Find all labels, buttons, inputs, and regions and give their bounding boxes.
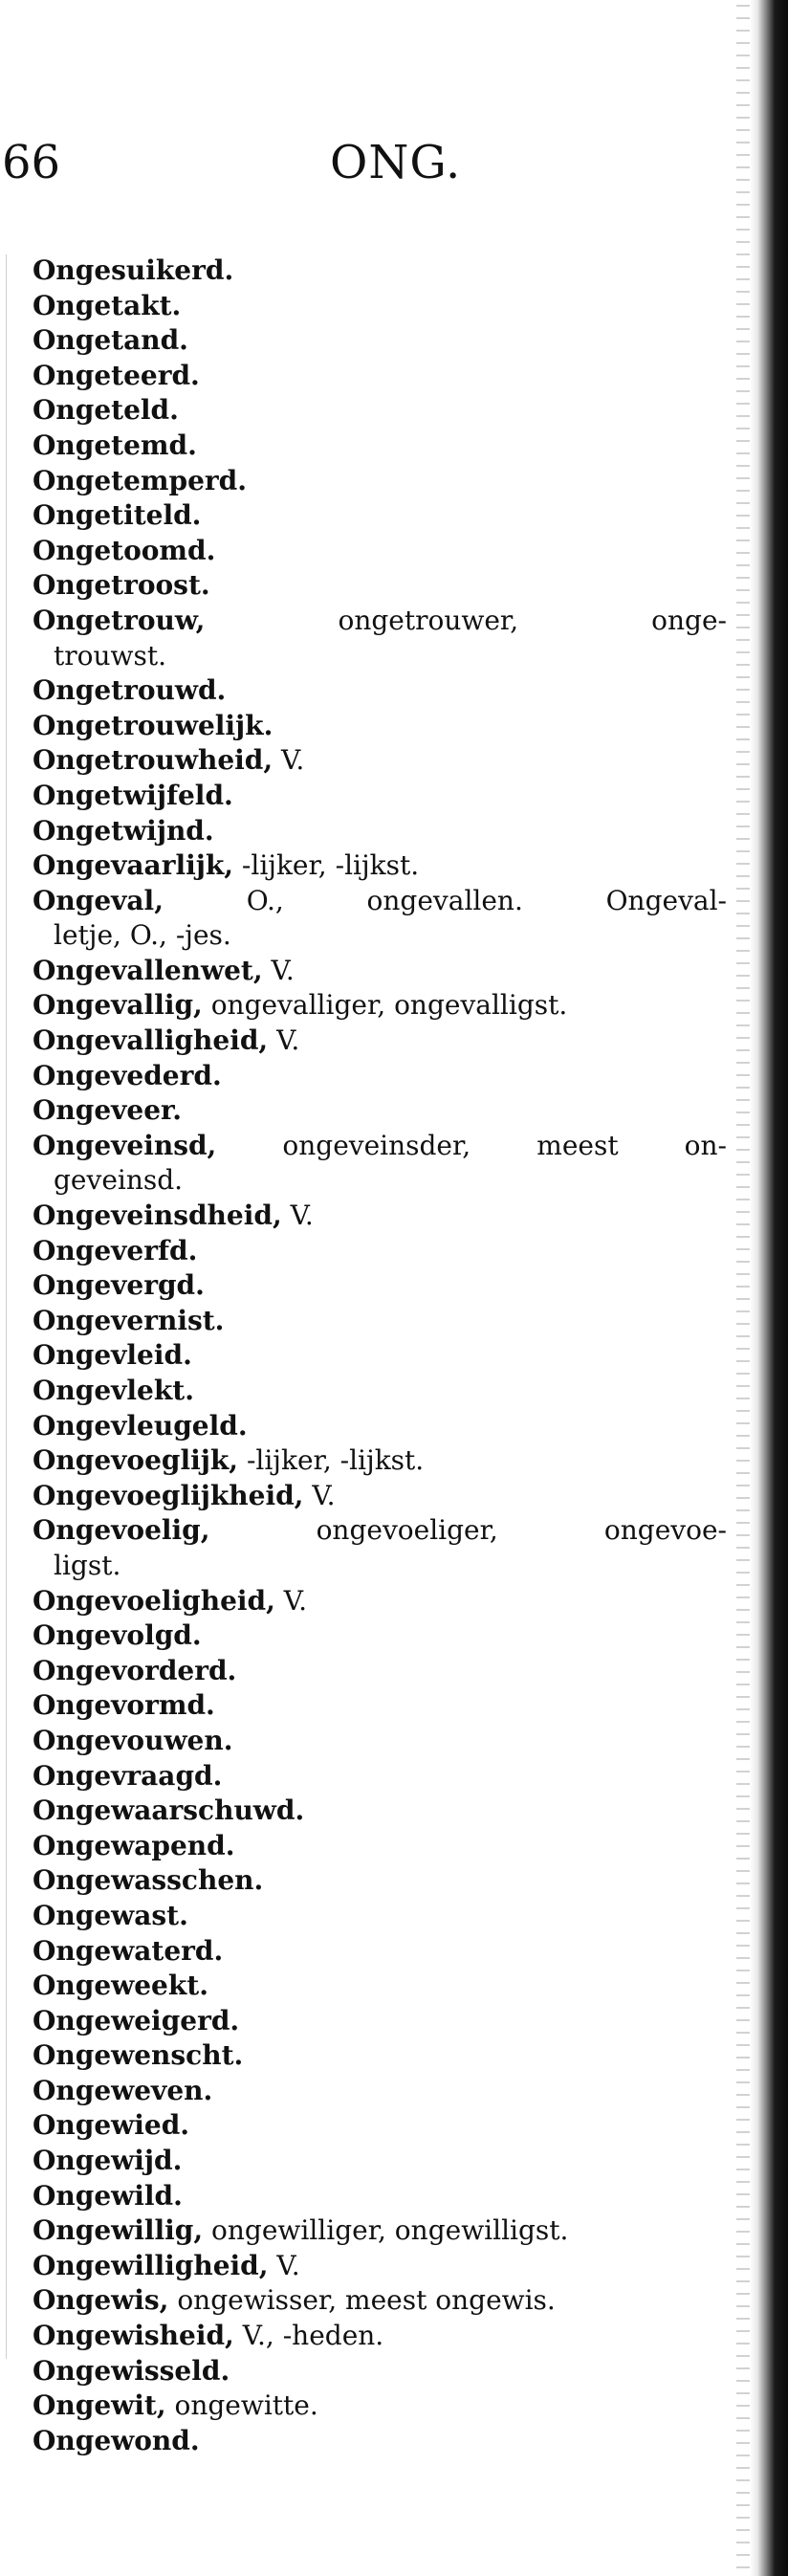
entry-headword: Ongevraagd. (33, 1759, 223, 1792)
dictionary-entry (33, 498, 727, 534)
entry-headword: Ongeverfd. (33, 1234, 198, 1266)
dictionary-entry (33, 1199, 727, 1234)
dictionary-entry (33, 1759, 727, 1794)
dictionary-entry (33, 1059, 727, 1094)
dictionary-entry (33, 1129, 727, 1199)
dictionary-entry (33, 1304, 727, 1339)
entry-line (33, 2039, 243, 2071)
entry-line (33, 780, 233, 811)
entry-line (33, 1970, 208, 2001)
entry-line (33, 710, 273, 741)
entry-inflection: V. (290, 1200, 314, 1232)
entry-line (33, 254, 233, 286)
running-head: ONG. (330, 136, 462, 189)
entry-line (33, 1655, 236, 1686)
entry-line (33, 1689, 215, 1721)
entry-headword: Ongewisseld. (33, 2354, 230, 2387)
dictionary-entry (33, 289, 727, 324)
entry-line (33, 2005, 239, 2037)
entry-headword: Ongewijd. (33, 2145, 183, 2177)
entry-line (33, 324, 188, 356)
entry-headword: Ongetand. (33, 324, 188, 357)
entry-inflection: V. (281, 744, 305, 777)
entry-headword: Ongewied. (33, 2109, 190, 2142)
entry-headword: Ongevederd. (33, 1059, 222, 1091)
entry-headword: Ongewild. (33, 2179, 183, 2212)
entry-line (33, 1410, 248, 1442)
dictionary-entry (33, 709, 727, 744)
dictionary-entry (33, 1374, 727, 1409)
dictionary-entry (33, 1268, 727, 1304)
dictionary-entry (33, 1829, 727, 1864)
entry-headword: Ongeteerd. (33, 359, 200, 391)
entry-line (33, 499, 201, 531)
dictionary-entry (33, 253, 727, 289)
entry-line (33, 955, 295, 986)
entry-headword: Ongevaarlijk, (33, 849, 233, 882)
entry-line (33, 1060, 222, 1091)
entry-inflection: ongewitte. (174, 2389, 318, 2422)
entry-headword: Ongetrouwelijk. (33, 709, 274, 741)
entry-line (33, 1864, 263, 1896)
dictionary-entry (33, 1794, 727, 1829)
dictionary-entry (33, 1934, 727, 1970)
entry-headword: Ongetoomd. (33, 534, 216, 566)
entry-line (33, 1235, 197, 1266)
entry-headword: Ongetwijnd. (33, 814, 214, 847)
entry-headword: Ongevernist. (33, 1304, 225, 1336)
entry-line (33, 989, 567, 1021)
entry-headword: Ongevlekt. (33, 1375, 194, 1406)
dictionary-entry (33, 673, 727, 709)
entry-line (33, 1900, 188, 1931)
entry-headword: Ongevleid. (33, 1339, 192, 1372)
entry-headword: Ongetwijfeld. (33, 779, 233, 811)
dictionary-entry (33, 1443, 727, 1479)
entry-line (33, 884, 727, 919)
entry-line (33, 1935, 223, 1967)
dictionary-entry (33, 2213, 727, 2249)
dictionary-entry (33, 464, 727, 499)
entry-line (33, 465, 247, 496)
entry-line (33, 535, 215, 566)
entry-headword: Ongevallig, (33, 989, 203, 1022)
dictionary-entry (33, 954, 727, 989)
entry-continuation: trouwst. (54, 639, 167, 672)
dictionary-entry (33, 1584, 727, 1619)
dictionary-entry (33, 2004, 727, 2039)
entry-inflection: -lijker, -lijkst. (246, 1444, 425, 1477)
entry-line (33, 2284, 556, 2316)
entry-continuation: letje, O., -jes. (54, 919, 231, 952)
entry-line (33, 429, 197, 461)
dictionary-entry (33, 2283, 727, 2319)
entry-line (33, 1129, 727, 1164)
dictionary-entry (33, 2144, 727, 2179)
entry-headword: Ongewisheid, (33, 2320, 234, 2352)
entry-line (33, 394, 179, 426)
entry-headword: Ongewilligheid, (33, 2249, 269, 2281)
entry-headword: Ongevleugeld. (33, 1409, 248, 1442)
entry-line (33, 1794, 304, 1826)
entry-line (33, 1375, 194, 1406)
entry-headword: Ongevalligheid, (33, 1024, 269, 1057)
entry-headword: Ongetrouwheid, (33, 744, 274, 777)
entry-continuation: geveinsd. (54, 1164, 184, 1197)
entry-line (33, 2214, 568, 2246)
entry-headword: Ongevorderd. (33, 1654, 237, 1686)
dictionary-entry (33, 1618, 727, 1654)
dictionary-entry (33, 2074, 727, 2109)
entry-headword: Ongevolgd. (33, 1619, 202, 1652)
entry-headword: Ongeveinsd, (33, 1129, 217, 1161)
entry-line (33, 290, 181, 321)
entry-line (33, 1444, 424, 1476)
dictionary-entry (33, 848, 727, 884)
entry-headword: Ongewit, (33, 2389, 166, 2422)
entry-line (33, 2355, 230, 2387)
entry-headword: Ongevoeligheid, (33, 1584, 275, 1617)
dictionary-entry (33, 568, 727, 604)
entry-line (33, 604, 727, 639)
entry-line (33, 2180, 183, 2212)
entry-line (33, 815, 214, 847)
entry-headword: Ongewond. (33, 2424, 200, 2456)
dictionary-entry (33, 2179, 727, 2214)
entry-headword: Ongevoeglijk, (33, 1444, 239, 1477)
entry-headword: Ongevormd. (33, 1689, 215, 1722)
entry-headword: Ongewast. (33, 1899, 188, 1931)
dictionary-entry (33, 2424, 727, 2459)
entry-inflection: ongevoeliger, ongevoe- (316, 1514, 727, 1547)
dictionary-entry (33, 2354, 727, 2389)
dictionary-entry (33, 2038, 727, 2074)
dictionary-entry (33, 429, 727, 464)
entry-headword: Ongeval, (33, 884, 164, 916)
entry-headword: Ongetemperd. (33, 464, 247, 496)
entry-line (33, 744, 304, 776)
dictionary-entry (33, 2389, 727, 2424)
entry-headword: Ongewasschen. (33, 1864, 264, 1897)
entry-headword: Ongeweekt. (33, 1970, 208, 2002)
entry-inflection: -lijker, -lijkst. (241, 849, 420, 882)
entry-list (33, 253, 727, 2458)
dictionary-entry (33, 359, 727, 394)
dictionary-entry (33, 1093, 727, 1129)
dictionary-entry (33, 884, 727, 954)
entry-headword: Ongeweigerd. (33, 2004, 240, 2037)
dictionary-entry (33, 1234, 727, 1269)
entry-line (33, 1305, 224, 1336)
entry-headword: Ongewillig, (33, 2214, 204, 2247)
entry-headword: Ongetiteld. (33, 499, 202, 532)
entry-headword: Ongetrouwd. (33, 674, 227, 707)
dictionary-entry (33, 1863, 727, 1899)
entry-line (33, 1585, 307, 1617)
entry-headword: Ongesuikerd. (33, 254, 234, 286)
entry-headword: Ongevouwen. (33, 1724, 233, 1756)
dictionary-entry (33, 743, 727, 779)
entry-inflection: O., ongevallen. Ongeval- (246, 884, 728, 916)
entry-line (33, 2109, 189, 2141)
entry-line (33, 2145, 182, 2176)
dictionary-entry (33, 2319, 727, 2354)
dictionary-entry (33, 2108, 727, 2144)
entry-inflection: ongevalliger, ongevalligst. (210, 989, 568, 1022)
dictionary-entry (33, 1024, 727, 1059)
entry-headword: Ongewis, (33, 2284, 169, 2317)
entry-line (33, 1024, 299, 1056)
entry-line (33, 1760, 222, 1792)
margin-rule (6, 254, 7, 2359)
entry-inflection: V., -heden. (242, 2320, 384, 2352)
entry-line (33, 1725, 232, 1756)
entry-line (33, 360, 200, 391)
dictionary-entry (33, 1513, 727, 1583)
entry-headword: Ongewenscht. (33, 2039, 244, 2072)
entry-line (33, 2250, 300, 2281)
page-edge-binding (750, 0, 788, 2576)
entry-headword: Ongewapend. (33, 1829, 235, 1861)
dictionary-entry (33, 1654, 727, 1689)
dictionary-entry (33, 604, 727, 673)
entry-line (33, 849, 419, 881)
entry-headword: Ongetrouw, (33, 604, 206, 636)
entry-headword: Ongewaterd. (33, 1934, 224, 1967)
dictionary-entry (33, 1688, 727, 1724)
dictionary-entry (33, 1479, 727, 1514)
entry-line (33, 2389, 318, 2421)
entry-line (33, 1619, 202, 1651)
entry-headword: Ongevoelig, (33, 1514, 210, 1547)
entry-headword: Ongetemd. (33, 429, 197, 461)
entry-headword: Ongevoeglijkheid, (33, 1479, 304, 1511)
entry-line (33, 1480, 336, 1511)
entry-inflection: ongetrouwer, onge- (338, 604, 727, 636)
dictionary-entry (33, 988, 727, 1024)
entry-line (33, 2425, 200, 2456)
entry-continuation: ligst. (54, 1549, 121, 1581)
dictionary-entry (33, 1724, 727, 1759)
page-header (0, 134, 746, 210)
dictionary-entry (33, 779, 727, 814)
entry-inflection: V. (312, 1479, 336, 1511)
entry-line (33, 1513, 727, 1549)
entry-headword: Ongeteld. (33, 394, 179, 427)
entry-line (33, 569, 210, 601)
entry-inflection: ongewisser, meest ongewis. (177, 2284, 556, 2317)
dictionary-entry (33, 2249, 727, 2284)
entry-headword: Ongeveer. (33, 1094, 182, 1127)
entry-inflection: V. (276, 1024, 300, 1057)
dictionary-entry (33, 1969, 727, 2004)
dictionary-entry (33, 534, 727, 569)
entry-headword: Ongeveinsdheid, (33, 1200, 282, 1232)
dictionary-entry (33, 814, 727, 849)
entry-line (33, 2075, 212, 2106)
entry-headword: Ongevergd. (33, 1269, 205, 1302)
entry-headword: Ongetakt. (33, 289, 182, 321)
entry-line (33, 1830, 234, 1861)
entry-headword: Ongeweven. (33, 2074, 213, 2106)
dictionary-entry (33, 1338, 727, 1374)
entry-line (33, 1094, 182, 1126)
entry-headword: Ongevallenwet, (33, 954, 263, 986)
entry-headword: Ongetroost. (33, 569, 210, 602)
entry-inflection: V. (271, 954, 295, 986)
entry-line (33, 1269, 205, 1301)
page-number: 66 (2, 136, 61, 189)
dictionary-entry (33, 393, 727, 429)
dictionary-entry (33, 1899, 727, 1934)
entry-line (33, 1200, 314, 1231)
dictionary-entry (33, 1409, 727, 1444)
entry-inflection: ongewilliger, ongewilligst. (211, 2214, 569, 2247)
entry-line (33, 2320, 383, 2351)
entry-line (33, 1339, 192, 1371)
entry-headword: Ongewaarschuwd. (33, 1794, 305, 1827)
entry-inflection: ongeveinsder, meest on- (282, 1129, 727, 1161)
entry-line (33, 674, 226, 706)
dictionary-entry (33, 323, 727, 359)
entry-inflection: V. (276, 2249, 300, 2281)
entry-inflection: V. (283, 1584, 308, 1617)
